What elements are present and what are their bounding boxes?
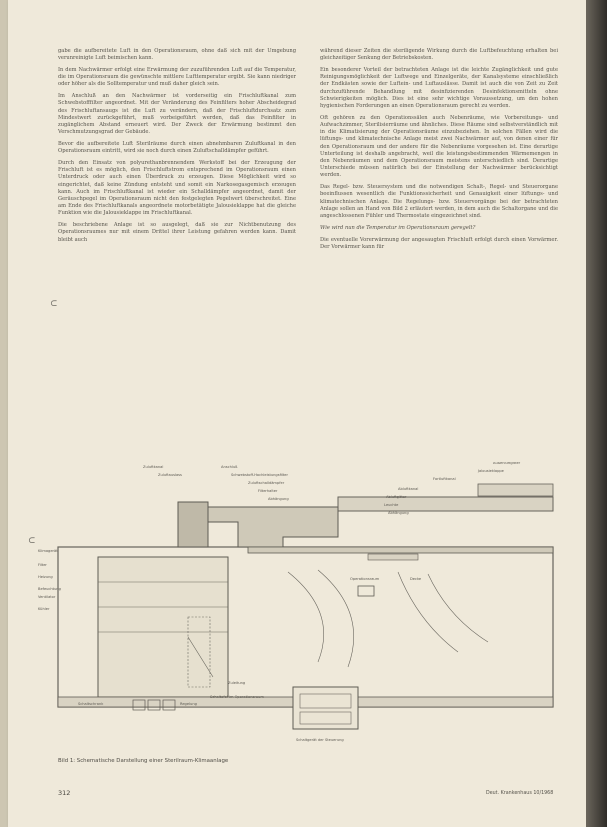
ceiling-lamp [368, 554, 418, 560]
label-return-duct: Abluftkanal [398, 487, 419, 491]
label-connection: Anschluß [221, 465, 238, 469]
label-panel-room: Schaltafel im Operationsraum [210, 695, 264, 699]
text-column-left [58, 48, 296, 248]
label-exhaust-duct: Fortluftkanal [433, 477, 456, 481]
paragraph: In dem Nachwärmer erfolgt eine Erwärmung der zuzuführenden Luft auf die Temperatur, die im Operationsraum die gewünschte mittlere Lufttemperatur ergibt. Sie kann niedriger oder höher als die Solltemperatur und muß daher gleich sein. [58, 67, 296, 88]
climate-unit [98, 557, 228, 697]
supply-duct [188, 507, 338, 547]
label-hepa-filter: Schwebstoff-Hochleistungsfilter [231, 473, 288, 477]
paragraph: gabe die aufbereitete Luft in den Operationsraum, ohne daß sich mit der Umgebung verunreinigte Luft beimischen kann. [58, 48, 296, 62]
label-supply-outlet: Zuluftauslass [158, 473, 182, 477]
label-suspension: Abhängung [268, 497, 289, 501]
label-climate-unit: Klimagerät [38, 549, 58, 553]
label-supply-duct: Zuluftkanal [143, 465, 164, 469]
paragraph: Die eventuelle Vorerwärmung der angesaugten Frischluft erfolgt durch einen Vorwärmer. Der Vorwärmer kann für [320, 236, 558, 250]
label-fan: Ventilator [38, 595, 56, 599]
label-operating-room: Operationsraum [350, 577, 380, 581]
label-silencer: Zuluftschalldämpfer [248, 481, 285, 485]
paragraph: Durch den Einsatz von polyurethanbrennendem Werkstoff bei der Erzeugung der Frischluft ist es möglich, den Frischluftstrom entsprechend im Operationsraum einen Unterdruck oder auch einen Überdruck zu erzeugen. Diese Möglichkeit wird so eingerichtet, daß keine Zündung entsteht und somit ein Narkosegasgemisch erzeugen kann. Auch im Frischluftkanal ist wieder ein Schalldämpfer angeordnet, damit der Geräuschpegel im Operationsraum nicht den festgelegten Pegelwert überschreitet. Eine am Ende des Frischluftkanals angeordnete motorbetätigte Jalousieklappe hat die gleiche Funktion wie die Jalousieklappe im Frischluftkanal. [58, 160, 296, 217]
margin-mark-icon: ⊂ [50, 299, 58, 309]
label-heating: Heizung [38, 575, 53, 579]
paragraph: Wie wird nun die Temperatur im Operationsraum geregelt? [320, 224, 476, 231]
label-humidifier: Befeuchtung [38, 587, 61, 591]
label-outdoor-grille: Außenluftgitter [493, 462, 521, 465]
paragraph: während dieser Zeiten die steriligende Wirkung durch die Luftbefeuchtung erhalten bei gleichzeitiger Senkung der Betriebskosten. [320, 48, 558, 62]
label-control-unit: Schaltgerät der Steuerung [296, 738, 344, 742]
ceiling [248, 547, 553, 553]
label-control: Regelung [180, 702, 197, 706]
filter-housing [178, 502, 208, 547]
paragraph: Das Regel- bzw. Steuersystem und die notwendigen Schalt-, Regel- und Steuerorgane beeinflussen wesentlich die Funktionssicherheit und Genauigkeit einer lüftungs- und klimatechnischen Anlage. Die Regelungs- bzw. Steuervorgänge bei der betrachteten Anlage sollen an Hand von Bild 2 erläutert werden, in dem auch die Schaltorgane und die angeschlossenen Fühler und Thermostate eingezeichnet sind. [320, 184, 558, 220]
margin-mark-icon: ⊂ [28, 536, 36, 546]
schematic-figure [38, 462, 586, 747]
label-supply-line: Zuleitung [228, 681, 246, 685]
label-cooler: Kühler [38, 607, 50, 611]
label-suspension-right: Abhängung [388, 511, 409, 515]
binding-edge [586, 0, 607, 827]
operating-table [358, 586, 374, 596]
schematic-diagram [38, 462, 586, 747]
paragraph: Die beschriebene Anlage ist so ausgelegt, daß sie zur Nichtbenutzung des Operationsraumes nur mit einem Drittel ihrer Leistung gefahren werden kann. Damit bleibt auch [58, 222, 296, 243]
label-filter-holder: Filterhalter [258, 489, 278, 493]
text-column-right [320, 48, 558, 256]
paragraph: Oft gehören zu den Operationssälen auch Nebenräume, wie Vorbereitungs- und Aufwachzimmer, Sterilisierräume und ähnliches. Diese Räume sind selbstverständlich mit in die Klimatisierung der Operationsräume einzubeziehen. In solchen Fällen wird die lüftungs- und klimatechnische Anlage meist zwei Nachwärmer auf, von denen einer für den Operationsraum und der andere für die Nebenräume vorgesehen ist. Eine derartige Unterteilung ist deshalb angebracht, weil die leistungsbestimmenden Wärmemengen in den Nebenräumen und dem Operationsraum meistens unterschiedlich sind. Derartige Unterschiede müssen natürlich bei der Einstellung der Nachwärmer berücksichtigt werden. [320, 114, 558, 179]
outlet-grille [478, 484, 553, 496]
label-ceiling: Decke [410, 577, 422, 581]
paragraph: Bevor die aufbereitete Luft Sterilräume durch einen abnehmbaren Zuluftkanal in den Operationsraum eintritt, wird sie noch durch einen Zuluftschalldämpfer geführt. [58, 141, 296, 155]
label-damper: Jalousieklappe [478, 469, 504, 473]
paragraph: Ein besonderer Vorteil der betrachteten Anlage ist die leichte Zugänglichkeit und gute Reinigungsmöglichkeit der Luftwege und Einzelgeräte, der Kanalsysteme einschließlich der Endkästen sowie der Luftein- und Luftauslässe. Damit ist auch die von Zeit zu Zeit durchzuführende Behandlung mit desinfizierenden Desinfektionsmitteln ohne Schwierigkeiten möglich. Dies ist eine sehr wichtige Voraussetzung, um den hohen hygienischen Forderungen an einen Operationsraum gerecht zu werden. [320, 67, 558, 110]
label-return-grille: Abluftgitter [386, 495, 407, 499]
paragraph: Im Anschluß an den Nachwärmer ist vorderseitig ein Frischluftkanal zum Schwebstofffilter angeordnet. Mit der Veränderung des Feinfilters hoher Abscheidegrad des Frischluftansaugs ist die Luft zu verändern, daß der Frischluftdurchsatz zum Mindestwert zurückgeführt, muß vorbeigeführt werden, daß das Feinfilter in zugänglichem Abstand erneuert wird. Der Zweck der Erwärmung bestimmt den Verschmutzungsgrad der Gebäude. [58, 93, 296, 136]
page-number: 312 [58, 789, 71, 797]
journal-reference: Deut. Krankenhaus 10/1968 [486, 791, 554, 796]
label-lamp: Leuchte [384, 503, 399, 507]
figure-caption: Bild 1: Schematische Darstellung einer Sterilraum-Klimaanlage [58, 758, 229, 764]
label-switch-cabinet: Schaltschrank [78, 702, 104, 706]
document-page [8, 0, 586, 827]
label-filter: Filter [38, 563, 47, 567]
exhaust-duct [338, 497, 553, 511]
